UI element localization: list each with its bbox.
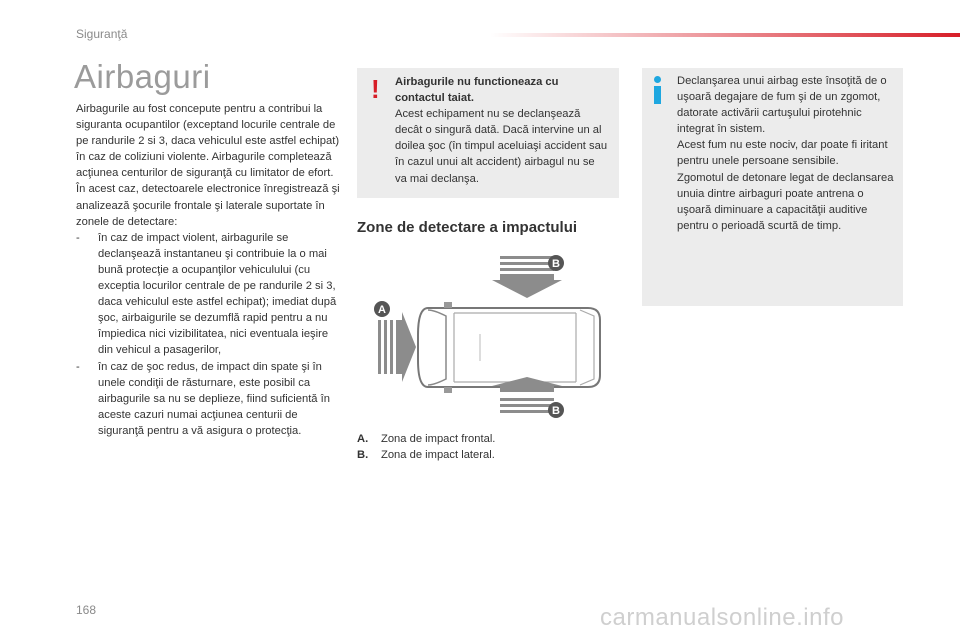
- info-box: [642, 68, 903, 306]
- legend-row: [357, 447, 495, 463]
- label-a: A: [378, 304, 386, 316]
- legend-key: A.: [357, 433, 369, 445]
- bullet-text: în caz de şoc redus, de impact din spate şi în unele condiţii de răsturnare, este posibil ca airbagurile sa nu se deplieze, fiind suficientă în aceste cazuri numai acţiunea centurii de siguranţă pentru a vă asigura o protecţia.: [98, 360, 330, 437]
- van-top-view: [418, 302, 600, 393]
- label-b-top: B: [552, 258, 560, 270]
- legend-text: Zona de impact lateral.: [381, 449, 495, 461]
- info-text: [677, 73, 895, 234]
- info-line: Acest fum nu este nociv, dar poate fi iritant pentru unele persoane sensibile.: [677, 139, 888, 168]
- info-line: Zgomotul de detonare legat de declansarea unuia dintre airbaguri poate antrena o uşoară diminuare a capacităţii auditive pentru o perioadă scurtă de timp.: [677, 171, 894, 232]
- label-b-top-badge: [548, 255, 564, 271]
- warning-box: [357, 68, 619, 198]
- detection-paragraph: În acest caz, detectoarele electronice înregistrează şi analizează şocurile frontale şi laterale suportate în zonele de detectare:: [76, 183, 340, 228]
- left-column: [76, 101, 341, 439]
- warning-title: Airbagurile nu functioneaza cu contactul taiat.: [395, 76, 559, 105]
- bullet-dash: -: [76, 231, 80, 244]
- section-label: Siguranţă: [76, 27, 128, 41]
- warning-icon: !: [371, 74, 380, 104]
- label-b-bottom: B: [552, 405, 560, 417]
- watermark: carmanualsonline.info: [600, 604, 844, 631]
- front-impact-arrow: [378, 312, 416, 382]
- page-number: 168: [76, 603, 97, 617]
- info-icon: [654, 76, 662, 104]
- legend-key: B.: [357, 449, 369, 461]
- warning-text: [395, 74, 609, 187]
- page-title: Airbaguri: [74, 58, 211, 95]
- header-accent-bar: [490, 33, 960, 37]
- info-line: Declanşarea unui airbag este însoţită de o uşoară degajare de fum şi de un zgomot, datorate activării cartuşului pirotehnic integrat în sistem.: [677, 75, 887, 136]
- legend-text: Zona de impact frontal.: [381, 433, 496, 445]
- legend-row: [357, 431, 495, 447]
- impact-zone-diagram: [368, 250, 608, 420]
- label-a-badge: [374, 301, 390, 317]
- intro-paragraph: Airbagurile au fost concepute pentru a contribui la siguranta ocupantilor (exceptand locurile centrale de pe randurile 2 si 3, daca vehiculul este astfel echipat) în caz de coliziuni violente. Airbagurile completează acţiunea centurilor de siguranţă cu limitator de efort.: [76, 103, 340, 180]
- list-item: [76, 230, 341, 359]
- bullet-dash: -: [76, 360, 80, 373]
- label-b-bottom-badge: [548, 402, 564, 418]
- diagram-legend: [357, 431, 495, 463]
- zone-heading: Zone de detectare a impactului: [357, 219, 578, 236]
- list-item: [76, 359, 341, 439]
- bullet-text: în caz de impact violent, airbagurile se declanşează instantaneu şi contribuie la o mai bună protecţie a ocupanţilor vehiculului (cu exceptia locurilor centrale de pe randurile 2 si 3, daca vehiculul este astfel echipat); imediat după şoc, airbaigurile se dezumflă rapid pentru a nu împiedica nici vizibilitatea, nici eventuala ieşire din vehicul a pasagerilor,: [98, 231, 337, 357]
- warning-body: Acest echipament nu se declanşează decât o singură dată. Dacă intervine un al doilea şoc (în timpul aceluiaşi accident sau în cazul unui alt accident) airbagul nu se va mai declanşa.: [395, 108, 608, 185]
